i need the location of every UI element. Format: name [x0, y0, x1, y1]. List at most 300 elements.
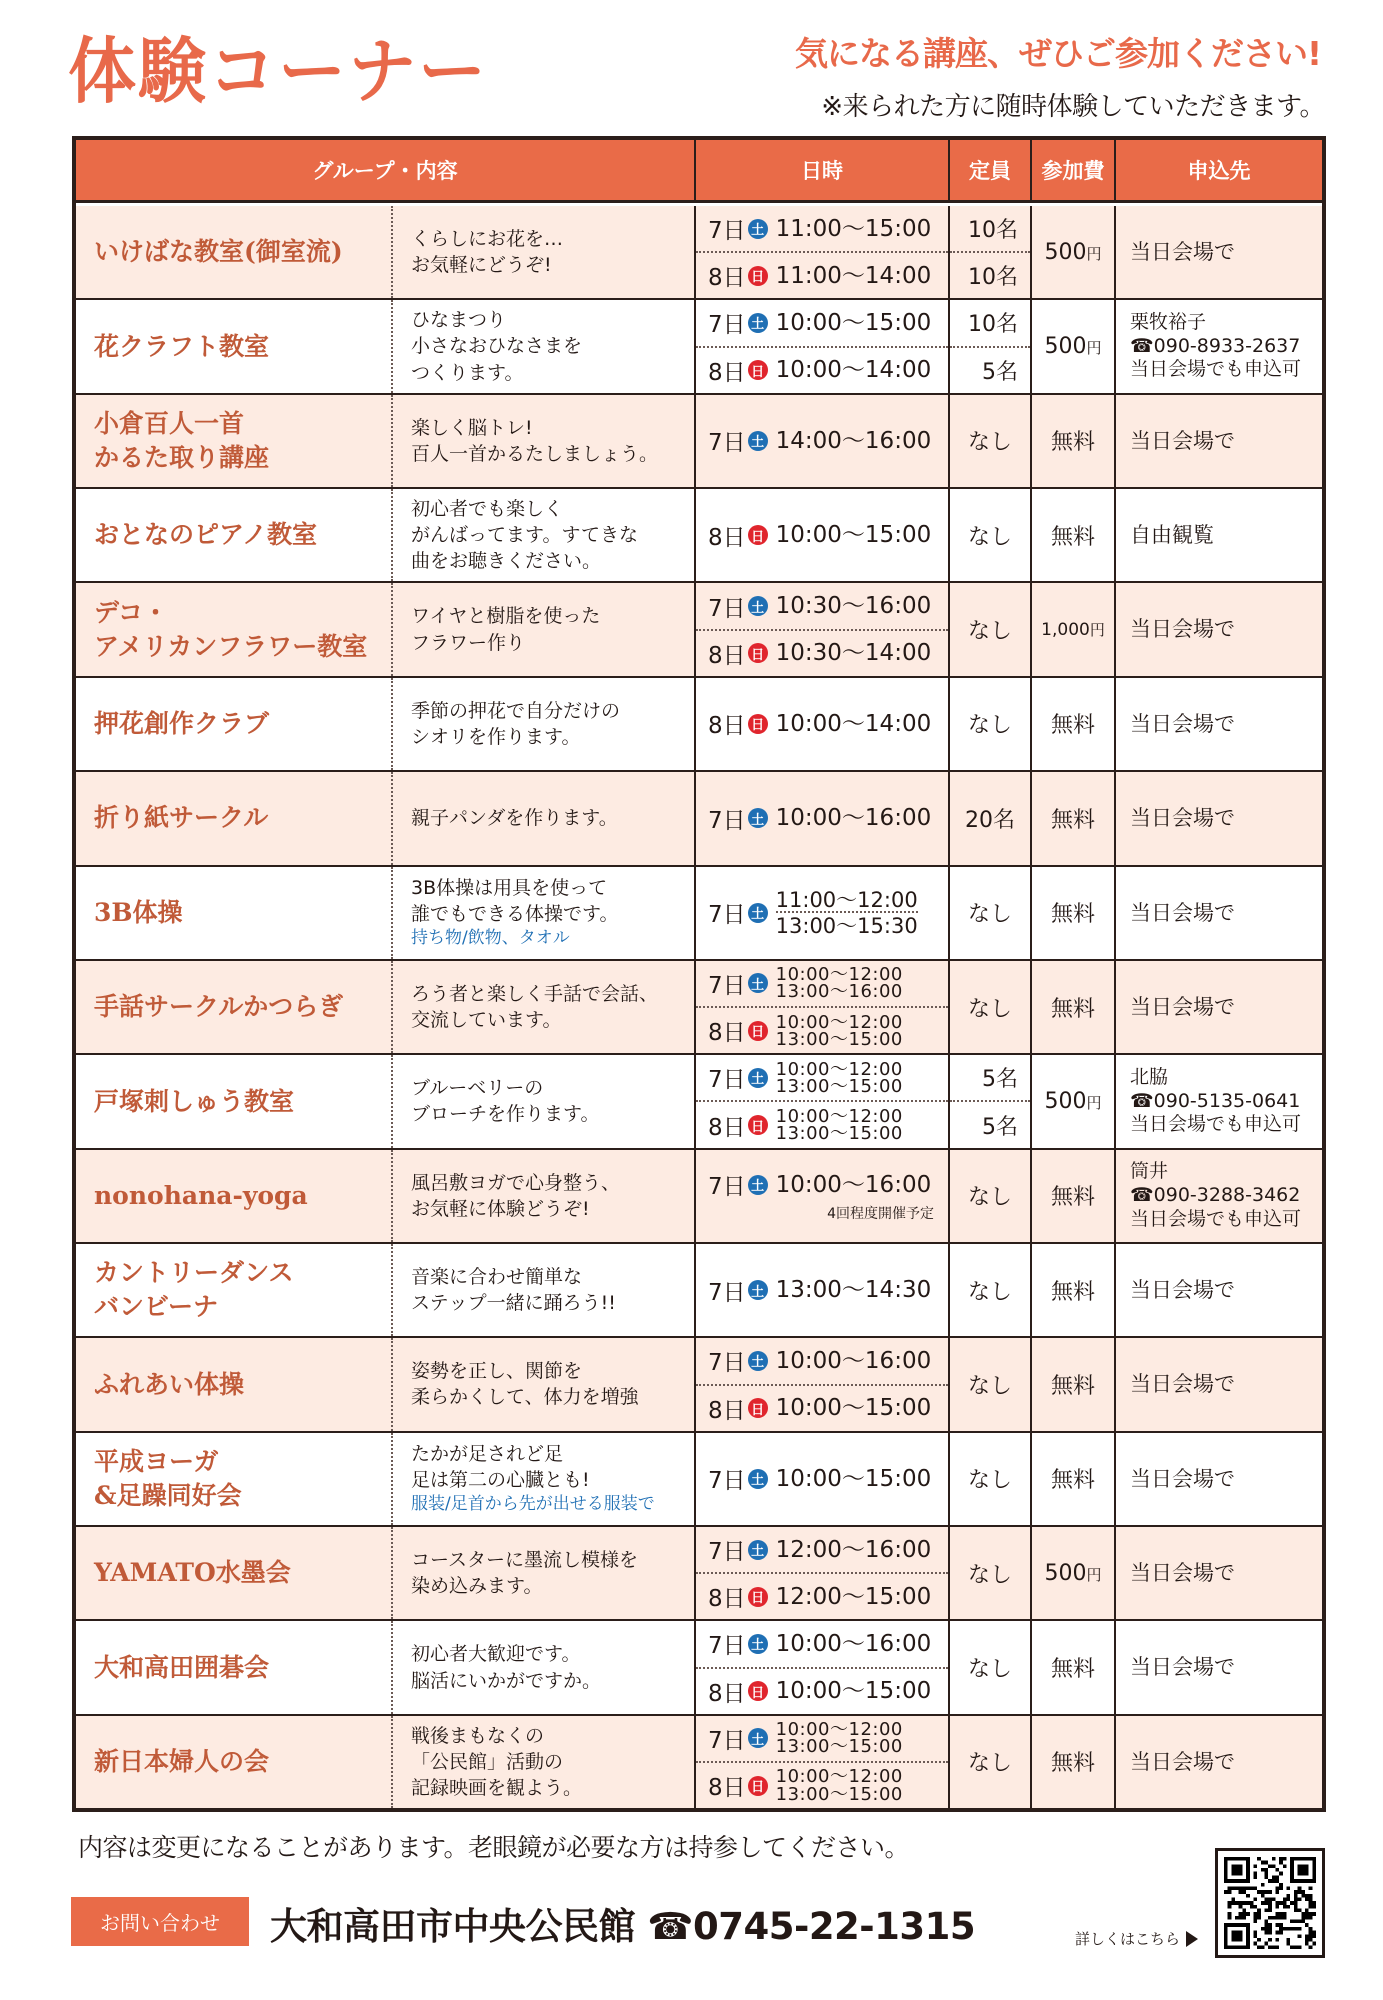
- capacity-value: なし: [967, 1279, 1012, 1305]
- apply-line: ☎090-3288-3462: [1130, 1183, 1301, 1206]
- group-name-line: 手話サークルかつらぎ: [94, 992, 344, 1022]
- schedule-day: [708, 1462, 768, 1495]
- capacity-cell: [950, 1244, 1032, 1336]
- saturday-badge-icon: 土: [748, 808, 768, 828]
- fee-value: 無料: [1050, 713, 1095, 739]
- apply-line: ☎090-8933-2637: [1130, 334, 1301, 357]
- more-info-label: 詳しくはこちら: [1075, 1930, 1181, 1948]
- day-label: 7日: [708, 1727, 746, 1754]
- schedule-day: [708, 1344, 768, 1377]
- group-name-line: nonohana-yoga: [94, 1180, 308, 1210]
- apply-cell: [1116, 1150, 1322, 1242]
- time-ranges: [776, 712, 932, 736]
- time-ranges: [775, 1105, 903, 1145]
- day-label: 7日: [708, 312, 746, 339]
- sunday-badge-icon: 日: [748, 1776, 768, 1796]
- day-label: 7日: [708, 1174, 746, 1201]
- schedule-entry: [696, 1572, 948, 1619]
- description-line: 風呂敷ヨガで心身整う、: [411, 1171, 621, 1194]
- capacity-cell: [950, 678, 1032, 770]
- sunday-badge-icon: 日: [748, 1398, 768, 1418]
- group-name-line: &足躁同好会: [94, 1480, 242, 1510]
- description-line: 初心者でも楽しく: [411, 497, 564, 520]
- day-label: 7日: [708, 1468, 746, 1495]
- capacity-value: なし: [967, 713, 1012, 739]
- saturday-badge-icon: 土: [748, 1540, 768, 1560]
- time-range: 14:00〜16:00: [775, 427, 932, 454]
- table-body: [76, 206, 1322, 1808]
- group-name: [76, 1433, 393, 1525]
- day-label: 8日: [708, 1114, 746, 1141]
- schedule-day: [708, 1168, 768, 1201]
- time-ranges: [775, 1766, 903, 1805]
- day-label: 7日: [708, 972, 746, 999]
- capacity-value: なし: [967, 1751, 1012, 1777]
- organization-contact: [270, 1896, 975, 1950]
- schedule-entry: [696, 772, 948, 864]
- time-ranges: [775, 1719, 903, 1758]
- schedule-cell: [696, 489, 950, 581]
- time-range: 11:00〜14:00: [775, 262, 932, 289]
- schedule-entry: [696, 1433, 948, 1525]
- day-label: 7日: [708, 807, 746, 834]
- time-ranges: [776, 1538, 932, 1562]
- schedule-day: [708, 1014, 768, 1047]
- description-line: たかが足されど足: [411, 1442, 564, 1465]
- table-row: [76, 1150, 1322, 1244]
- sunday-badge-icon: 日: [748, 1021, 768, 1041]
- group-name: [76, 867, 393, 959]
- time-range: 13:00〜14:30: [775, 1277, 932, 1304]
- group-description: [393, 395, 696, 487]
- sunday-badge-icon: 日: [748, 1587, 768, 1607]
- apply-line: 当日会場でも申込可: [1130, 358, 1302, 381]
- description-note: 服装/足首から先が出せる服装で: [411, 1494, 655, 1515]
- schedule-day: [708, 637, 768, 670]
- qr-code-icon[interactable]: [1215, 1848, 1325, 1958]
- schedule-day: [708, 967, 768, 1000]
- saturday-badge-icon: 土: [748, 1175, 768, 1195]
- group-description: [393, 489, 696, 581]
- capacity-value: 10名: [968, 218, 1018, 244]
- time-ranges: [776, 1632, 932, 1656]
- schedule-day: [708, 590, 768, 623]
- fee-unit: 円: [1086, 244, 1102, 263]
- time-ranges: [776, 264, 932, 288]
- fee-value: 無料: [1050, 1657, 1095, 1683]
- capacity-cell: [950, 1433, 1032, 1525]
- group-description: [393, 1150, 696, 1242]
- sunday-badge-icon: 日: [748, 1115, 768, 1135]
- schedule-day: [708, 306, 768, 339]
- time-range: 10:00〜16:00: [775, 1347, 932, 1374]
- time-ranges: [776, 1396, 932, 1420]
- day-label: 8日: [708, 1680, 746, 1707]
- description-line: 誰でもできる体操です。: [411, 902, 619, 925]
- schedule-day: [708, 1109, 768, 1142]
- capacity-value: 10名: [950, 251, 1030, 298]
- table-row: [76, 583, 1322, 677]
- schedule-cell: [696, 300, 950, 392]
- schedule-entry: [696, 1150, 948, 1242]
- time-ranges: [776, 806, 932, 830]
- time-range: 10:30〜16:00: [775, 592, 932, 619]
- table-row: [76, 867, 1322, 961]
- day-label: 8日: [708, 359, 746, 386]
- table-row: [76, 961, 1322, 1055]
- fee-cell: [1032, 395, 1116, 487]
- description-line: 交流しています。: [411, 1009, 562, 1032]
- schedule-day: [708, 1722, 768, 1755]
- group-name-line: 戸塚刺しゅう教室: [94, 1086, 295, 1116]
- time-ranges: [776, 1173, 932, 1197]
- schedule-cell: [696, 1433, 950, 1525]
- fee-cell: [1032, 1338, 1116, 1430]
- schedule-cell: [696, 1716, 950, 1808]
- fee-value: 500: [1044, 1088, 1087, 1114]
- apply-line: 当日会場で: [1130, 994, 1235, 1019]
- schedule-table: [72, 136, 1326, 1812]
- group-name: [76, 1055, 393, 1147]
- group-name: [76, 1150, 393, 1242]
- group-description: [393, 772, 696, 864]
- capacity-value: なし: [967, 1562, 1012, 1588]
- schedule-cell: [696, 678, 950, 770]
- time-range: 11:00〜12:00: [775, 887, 918, 912]
- time-ranges: [776, 1349, 932, 1373]
- time-range: 10:30〜14:00: [775, 640, 932, 667]
- column-header-group: グループ・内容: [76, 140, 696, 200]
- schedule-entry: [696, 1716, 948, 1761]
- capacity-cell: [950, 489, 1032, 581]
- fee-cell: [1032, 772, 1116, 864]
- capacity-value: なし: [967, 1468, 1012, 1494]
- apply-line: 筒井: [1130, 1160, 1169, 1183]
- time-range: 12:00〜16:00: [775, 1536, 932, 1563]
- apply-line: 当日会場で: [1130, 1655, 1235, 1680]
- fee-value: 無料: [1050, 430, 1095, 456]
- schedule-cell: [696, 1150, 950, 1242]
- day-label: 7日: [708, 902, 746, 929]
- fee-value: 無料: [1050, 1751, 1095, 1777]
- time-range: 10:00〜14:00: [775, 357, 932, 384]
- schedule-entry: [696, 1100, 948, 1147]
- apply-line: 当日会場で: [1130, 1749, 1235, 1774]
- capacity-cell: [950, 395, 1032, 487]
- schedule-entry: [696, 1761, 948, 1808]
- group-description: [393, 1527, 696, 1619]
- time-range: 13:00〜16:00: [775, 981, 903, 1003]
- apply-cell: [1116, 206, 1322, 298]
- group-name: [76, 1527, 393, 1619]
- description-line: 楽しく脳トレ!: [411, 416, 533, 439]
- apply-line: 当日会場で: [1130, 617, 1235, 642]
- group-name-line: 大和高田囲碁会: [94, 1652, 270, 1682]
- apply-cell: [1116, 300, 1322, 392]
- capacity-cell: [950, 1621, 1032, 1713]
- time-range: 13:00〜15:00: [775, 1736, 903, 1758]
- table-row: [76, 772, 1322, 866]
- apply-cell: [1116, 1716, 1322, 1808]
- saturday-badge-icon: 土: [748, 431, 768, 451]
- capacity-value: 5名: [950, 346, 1030, 393]
- apply-cell: [1116, 583, 1322, 675]
- group-description: [393, 1055, 696, 1147]
- capacity-cell: [950, 583, 1032, 675]
- schedule-cell: [696, 1621, 950, 1713]
- capacity-value: 5名: [950, 1100, 1030, 1147]
- description-line: 染め込みます。: [411, 1575, 543, 1598]
- saturday-badge-icon: 土: [748, 596, 768, 616]
- description-line: 足は第二の心臓とも!: [411, 1469, 590, 1492]
- sunday-badge-icon: 日: [748, 266, 768, 286]
- schedule-entry: [696, 206, 948, 251]
- apply-cell: [1116, 961, 1322, 1053]
- sunday-badge-icon: 日: [748, 1681, 768, 1701]
- description-line: ステップ一緒に踊ろう!!: [411, 1292, 616, 1315]
- apply-line: 当日会場で: [1130, 806, 1235, 831]
- schedule-cell: [696, 1338, 950, 1430]
- column-header-fee: 参加費: [1032, 140, 1116, 200]
- capacity-cell: [950, 1150, 1032, 1242]
- schedule-day: [708, 1061, 768, 1094]
- description-line: 小さなおひなさまを: [411, 335, 583, 358]
- description-line: 初心者大歓迎です。: [411, 1643, 581, 1666]
- schedule-entry: [696, 867, 948, 959]
- fee-value: 無料: [1050, 996, 1095, 1022]
- group-name-line: ふれあい体操: [94, 1369, 245, 1399]
- table-row: [76, 206, 1322, 300]
- time-ranges: [776, 1679, 932, 1703]
- capacity-cell: [950, 1055, 1032, 1147]
- time-range: 10:00〜12:00: [775, 1011, 903, 1033]
- group-name: [76, 1621, 393, 1713]
- time-range: 12:00〜15:00: [775, 1583, 932, 1610]
- schedule-day: [708, 259, 768, 292]
- fee-value: 無料: [1050, 1468, 1095, 1494]
- saturday-badge-icon: 土: [748, 1634, 768, 1654]
- apply-cell: [1116, 1621, 1322, 1713]
- group-description: [393, 206, 696, 298]
- capacity-value: なし: [967, 430, 1012, 456]
- qr-code-graphic: [1224, 1857, 1316, 1949]
- fee-cell: [1032, 1150, 1116, 1242]
- column-header-capacity: 定員: [950, 140, 1032, 200]
- capacity-cell: [950, 867, 1032, 959]
- description-line: 百人一首かるたしましょう。: [411, 442, 659, 465]
- schedule-day: [708, 1274, 768, 1307]
- schedule-day: [708, 1533, 768, 1566]
- group-name: [76, 772, 393, 864]
- fee-cell: [1032, 206, 1116, 298]
- time-ranges: [776, 311, 932, 335]
- group-name-line: デコ・: [94, 597, 169, 627]
- time-ranges: [776, 889, 918, 937]
- column-header-apply: 申込先: [1187, 159, 1251, 183]
- group-name: [76, 1244, 393, 1336]
- phone-number[interactable]: ☎0745-22-1315: [647, 1905, 976, 1948]
- schedule-entry: [696, 1244, 948, 1336]
- description-line: つくります。: [411, 361, 524, 384]
- fee-unit: 円: [1089, 621, 1105, 640]
- day-label: 8日: [708, 1586, 746, 1613]
- time-range: 13:00〜15:00: [775, 1123, 903, 1145]
- time-ranges: [775, 964, 903, 1003]
- group-name: [76, 206, 393, 298]
- schedule-entry: [696, 629, 948, 676]
- time-range: 13:00〜15:30: [776, 911, 918, 937]
- time-range: 10:00〜15:00: [775, 522, 932, 549]
- table-row: [76, 1244, 1322, 1338]
- group-name: [76, 583, 393, 675]
- sunday-badge-icon: 日: [748, 525, 768, 545]
- group-description: [393, 1621, 696, 1713]
- group-name-line: おとなのピアノ教室: [94, 520, 318, 550]
- description-line: フラワー作り: [411, 631, 526, 654]
- time-range: 10:00〜15:00: [775, 1465, 932, 1492]
- schedule-day: [708, 802, 768, 835]
- schedule-entry: [696, 1667, 948, 1714]
- apply-line: 当日会場で: [1130, 900, 1235, 925]
- apply-cell: [1116, 1338, 1322, 1430]
- day-label: 8日: [708, 1775, 746, 1802]
- apply-line: 当日会場でも申込可: [1130, 1207, 1302, 1230]
- group-name: [76, 489, 393, 581]
- group-description: [393, 300, 696, 392]
- fee-cell: [1032, 300, 1116, 392]
- description-line: ひなまつり: [411, 309, 507, 332]
- group-name: [76, 300, 393, 392]
- table-row: [76, 678, 1322, 772]
- day-label: 7日: [708, 430, 746, 457]
- fee-cell: [1032, 961, 1116, 1053]
- description-line: ブローチを作ります。: [411, 1103, 600, 1126]
- table-row: [76, 300, 1322, 394]
- sunday-badge-icon: 日: [748, 714, 768, 734]
- fee-unit: 円: [1086, 339, 1102, 358]
- fee-value: 1,000: [1041, 620, 1090, 641]
- description-line: ワイヤと樹脂を使った: [411, 605, 601, 628]
- apply-line: 当日会場で: [1130, 428, 1235, 453]
- capacity-value: なし: [967, 1657, 1012, 1683]
- time-range: 10:00〜16:00: [775, 1171, 932, 1198]
- fee-value: 無料: [1050, 807, 1095, 833]
- capacity-value: 10名: [968, 312, 1018, 338]
- saturday-badge-icon: 土: [748, 903, 768, 923]
- change-notice: 内容は変更になることがあります。老眼鏡が必要な方は持参してください。: [78, 1833, 910, 1862]
- page-title: 体験コーナー: [68, 30, 489, 115]
- schedule-day: [708, 1580, 768, 1613]
- more-info-link[interactable]: [1075, 1928, 1198, 1949]
- apply-cell: [1116, 678, 1322, 770]
- time-range: 10:00〜12:00: [775, 964, 903, 986]
- day-label: 8日: [708, 1020, 746, 1047]
- description-line: 柔らかくして、体力を増強: [411, 1386, 639, 1409]
- schedule-day: [708, 707, 768, 740]
- capacity-value: なし: [967, 619, 1012, 645]
- time-ranges: [776, 594, 932, 618]
- fee-value: 無料: [1050, 1185, 1095, 1211]
- description-note: 持ち物/飲物、タオル: [411, 928, 570, 949]
- schedule-cell: [696, 1244, 950, 1336]
- group-description: [393, 961, 696, 1053]
- fee-value: 500: [1044, 334, 1087, 360]
- group-name-line: かるた取り講座: [94, 442, 270, 472]
- time-ranges: [776, 217, 932, 241]
- day-label: 8日: [708, 265, 746, 292]
- fee-value: 無料: [1050, 902, 1095, 928]
- description-line: くらしにお花を…: [411, 227, 564, 250]
- time-ranges: [776, 358, 932, 382]
- group-name-line: 折り紙サークル: [94, 803, 269, 833]
- group-name-line: 新日本婦人の会: [94, 1747, 270, 1777]
- schedule-entry: [696, 1338, 948, 1383]
- saturday-badge-icon: 土: [748, 1068, 768, 1088]
- apply-line: 当日会場で: [1130, 1466, 1235, 1491]
- description-line: 「公民館」活動の: [411, 1750, 564, 1773]
- day-label: 8日: [708, 713, 746, 740]
- schedule-entry: [696, 961, 948, 1006]
- schedule-day: [708, 1627, 768, 1660]
- saturday-badge-icon: 土: [748, 1351, 768, 1371]
- table-row: [76, 395, 1322, 489]
- table-row: [76, 1433, 1322, 1527]
- table-row: [76, 1621, 1322, 1715]
- capacity-value: 20名: [965, 807, 1015, 833]
- day-label: 7日: [708, 1633, 746, 1660]
- saturday-badge-icon: 土: [748, 313, 768, 333]
- day-label: 7日: [708, 1539, 746, 1566]
- schedule-day: [708, 1392, 768, 1425]
- fee-value: 無料: [1050, 1373, 1095, 1399]
- schedule-cell: [696, 395, 950, 487]
- schedule-day: [708, 212, 768, 245]
- time-ranges: [776, 1585, 932, 1609]
- time-range: 11:00〜15:00: [775, 215, 932, 242]
- day-label: 7日: [708, 1279, 746, 1306]
- schedule-entry: [696, 583, 948, 628]
- time-range: 10:00〜15:00: [775, 1678, 932, 1705]
- apply-cell: [1116, 867, 1322, 959]
- group-name-line: カントリーダンス: [94, 1258, 294, 1288]
- organization-name: 大和高田市中央公民館: [270, 1905, 635, 1948]
- schedule-day: [708, 896, 768, 929]
- saturday-badge-icon: 土: [748, 1728, 768, 1748]
- day-label: 8日: [708, 1397, 746, 1424]
- schedule-day: [708, 1675, 768, 1708]
- schedule-day: [708, 1769, 768, 1802]
- capacity-cell: [950, 772, 1032, 864]
- time-range: 13:00〜15:00: [775, 1075, 903, 1097]
- description-line: お気軽に体験どうぞ!: [411, 1197, 590, 1220]
- contact-label: お問い合わせ: [71, 1897, 249, 1946]
- apply-line: 北脇: [1130, 1065, 1169, 1088]
- fee-cell: [1032, 1433, 1116, 1525]
- group-description: [393, 1716, 696, 1808]
- saturday-badge-icon: 土: [748, 1280, 768, 1300]
- capacity-cell: [950, 1338, 1032, 1430]
- day-label: 7日: [708, 595, 746, 622]
- day-label: 7日: [708, 1067, 746, 1094]
- schedule-entry: [696, 489, 948, 581]
- group-description: [393, 1244, 696, 1336]
- apply-line: 自由観覧: [1130, 523, 1214, 548]
- apply-line: 当日会場で: [1130, 1278, 1235, 1302]
- description-line: 音楽に合わせ簡単な: [411, 1265, 583, 1288]
- group-description: [393, 1338, 696, 1430]
- time-ranges: [776, 1278, 932, 1302]
- capacity-value: なし: [967, 996, 1012, 1022]
